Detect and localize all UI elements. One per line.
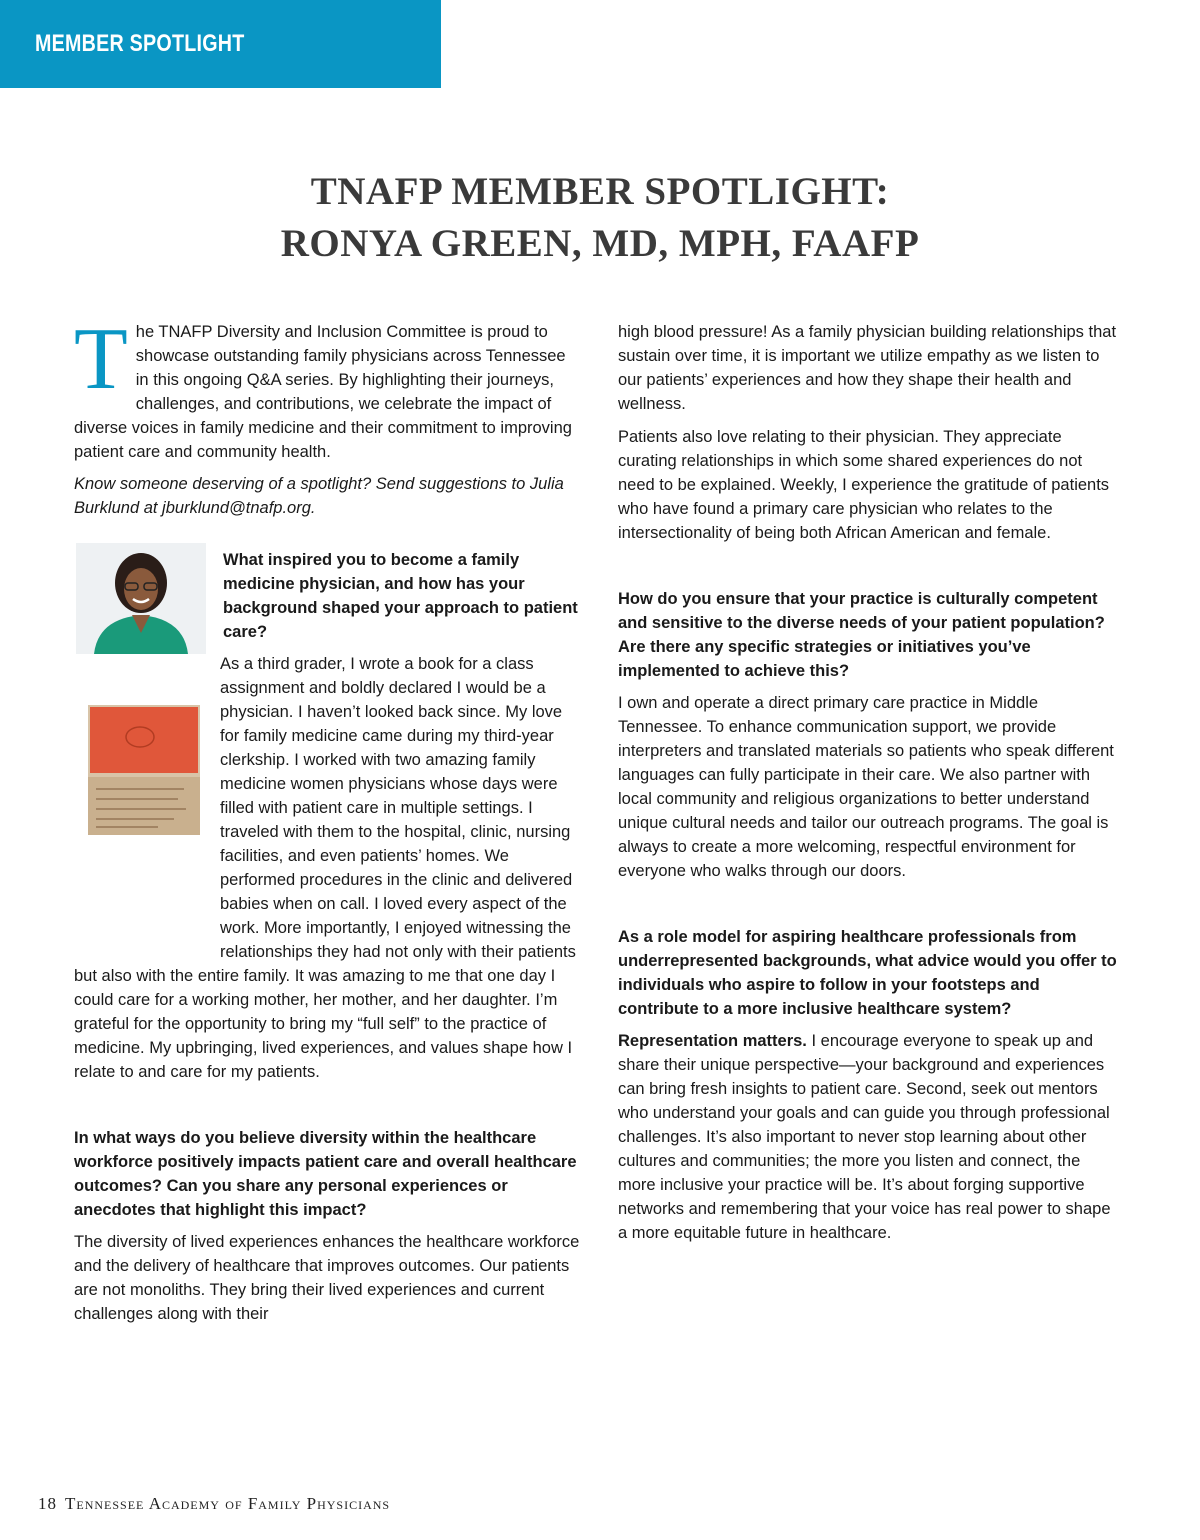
section-tab-label: MEMBER SPOTLIGHT [35, 30, 245, 57]
publication-name: Tennessee Academy of Family Physicians [65, 1494, 391, 1513]
q1-question: What inspired you to become a family medicine physician, and how has your background shaped your approach to patient care? [223, 551, 578, 641]
right-column [618, 320, 1118, 1245]
suggestion-note: Know someone deserving of a spotlight? Send suggestions to Julia Burklund at jburklund@tnafp.org. [74, 475, 564, 517]
title-line-2: RONYA GREEN, MD, MPH, FAAFP [280, 222, 920, 265]
q2-answer-part-2: high blood pressure! As a family physician building relationships that sustain over time, it is important we utilize empathy as we listen to our patients’ experiences and how they shape their health and wellness. [618, 323, 1117, 413]
photo-spacer [74, 652, 220, 952]
intro-text: he TNAFP Diversity and Inclusion Committee is proud to showcase outstanding family physicians across Tennessee in this ongoing Q&A series. By highlighting their journeys, challenges, and contributions, we celebrate the impact of diverse voices in family medicine and their commitment to improving patient care and community health. [74, 323, 572, 461]
q2-answer-part-3: Patients also love relating to their physician. They appreciate curating relationships in which some shared experiences do not need to be explained. Weekly, I experience the gratitude of patients who have found a primary care physician who relates to the intersectionality of being both African American and female. [618, 428, 1110, 542]
q2-answer-part-1: The diversity of lived experiences enhances the healthcare workforce and the delivery of healthcare that improves outcomes. Our patients are not monoliths. They bring their lived experiences and current challenges along with their [74, 1233, 580, 1323]
page-footer [38, 1494, 390, 1514]
q3-question: How do you ensure that your practice is culturally competent and sensitive to the diverse needs of your patient population? Are there any specific strategies or initiatives you’ve implemented to achieve this? [618, 590, 1105, 680]
intro-paragraph [74, 311, 580, 464]
section-tab [0, 0, 441, 88]
left-column [74, 311, 580, 1326]
q1-answer: As a third grader, I wrote a book for a class assignment and boldly declared I would be a physician. I haven’t looked back since. My love for family medicine came during my third-year clerkship. I worked with two amazing family medicine women physicians whose days were filled with patient care in multiple settings. I traveled with them to the hospital, clinic, nursing facilities, and even patients’ homes. We performed procedures in the clinic and delivered babies when on call. I loved every aspect of the work. More importantly, I enjoyed witnessing the relationships they had not only with their patients but also with the entire family. It was amazing to me that one day I could care for a working mother, her mother, and her daughter. I’m grateful for the opportunity to bring my “full self” to the practice of medicine. My upbringing, lived experiences, and values shape how I relate to and care for my patients. [74, 655, 576, 1081]
q1-block [74, 548, 580, 644]
q4-lead: Representation matters. [618, 1032, 807, 1050]
q1-answer-block [74, 652, 580, 1084]
q4-answer [618, 1029, 1118, 1245]
title-line-1: TNAFP MEMBER SPOTLIGHT: [310, 170, 890, 213]
drop-cap: T [74, 311, 128, 408]
page-number: 18 [38, 1494, 57, 1513]
q2-question: In what ways do you believe diversity within the healthcare workforce positively impacts patient care and overall healthcare outcomes? Can you share any personal experiences or anecdotes that highlight this impact? [74, 1129, 577, 1219]
q4-answer-text: I encourage everyone to speak up and share their unique perspective—your background and experiences can bring fresh insights to patient care. Second, seek out mentors who understand your goals and can guide you through professional challenges. It’s also important to never stop learning about other cultures and communities; the more you listen and connect, the more inclusive your practice will be. It’s about forging supportive networks and remembering that your voice has real power to shape a more equitable future in healthcare. [618, 1032, 1111, 1242]
q4-question: As a role model for aspiring healthcare professionals from underrepresented backgrounds, what advice would you offer to individuals who aspire to follow in your footsteps and contribute to a more inclusive healthcare system? [618, 928, 1117, 1018]
q3-answer: I own and operate a direct primary care practice in Middle Tennessee. To enhance communication support, we provide interpreters and translated materials so patients who speak different languages can fully participate in their care. We also partner with local community and religious organizations to better understand unique cultural needs and tailor our outreach programs. The goal is always to create a more welcoming, respectful environment for everyone who walks through our doors. [618, 694, 1114, 880]
page-title [0, 166, 1200, 270]
